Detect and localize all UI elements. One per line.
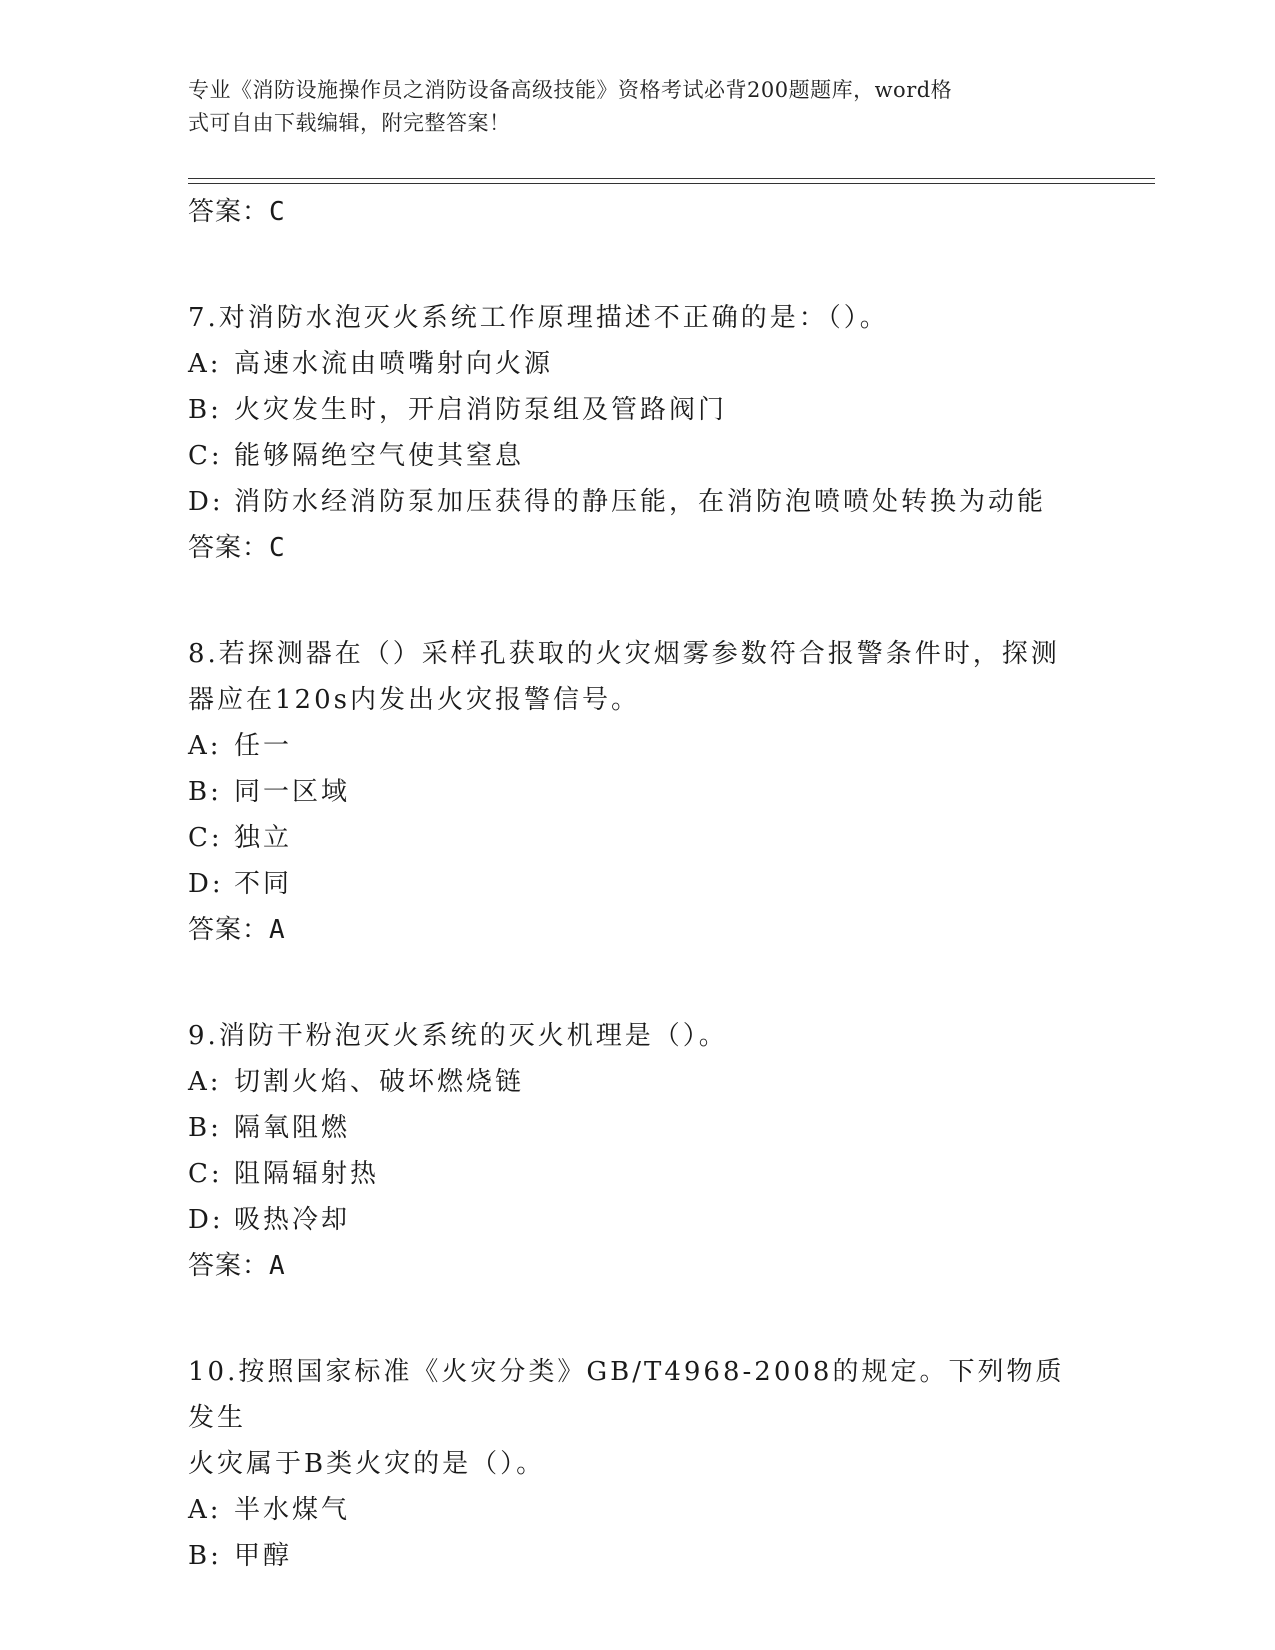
option-d bbox=[188, 861, 1078, 907]
option-text: 隔氧阻燃 bbox=[234, 1113, 351, 1143]
option-a bbox=[188, 1487, 1078, 1533]
option-label: B: bbox=[188, 1113, 222, 1143]
option-d bbox=[188, 479, 1078, 525]
option-b bbox=[188, 1533, 1078, 1579]
option-b bbox=[188, 769, 1078, 815]
option-text: 火灾发生时，开启消防泵组及管路阀门 bbox=[234, 395, 728, 425]
option-text: 不同 bbox=[234, 869, 293, 899]
header-line-1: 专业《消防设施操作员之消防设备高级技能》资格考试必背200题题库，word格 bbox=[188, 78, 953, 102]
answer-line: 答案：A bbox=[188, 915, 286, 945]
option-c bbox=[188, 815, 1078, 861]
option-b bbox=[188, 1105, 1078, 1151]
option-text: 高速水流由喷嘴射向火源 bbox=[234, 349, 554, 379]
question-title-line-1: 8.若探测器在（）采样孔获取的火灾烟雾参数符合报警条件时，探测 bbox=[188, 639, 1060, 669]
option-text: 吸热冷却 bbox=[234, 1205, 351, 1235]
option-text: 半水煤气 bbox=[234, 1495, 351, 1525]
question-title: 9.消防干粉泡灭火系统的灭火机理是（）。 bbox=[188, 1021, 728, 1051]
option-label: D: bbox=[188, 1205, 224, 1235]
option-text: 能够隔绝空气使其窒息 bbox=[234, 441, 525, 471]
question-block-9 bbox=[188, 1013, 1078, 1289]
option-label: C: bbox=[188, 823, 223, 853]
question-title: 7.对消防水泡灭火系统工作原理描述不正确的是：（）。 bbox=[188, 303, 889, 333]
question-block-8 bbox=[188, 631, 1078, 953]
question-block-7 bbox=[188, 295, 1078, 571]
answer-line: 答案：C bbox=[188, 533, 286, 563]
spacer bbox=[188, 1289, 1078, 1349]
question-content bbox=[188, 189, 1078, 1579]
header-rule-thick bbox=[188, 178, 1155, 179]
question-block-10 bbox=[188, 1349, 1078, 1579]
option-a bbox=[188, 341, 1078, 387]
option-text: 独立 bbox=[234, 823, 293, 853]
spacer bbox=[188, 953, 1078, 1013]
option-text: 切割火焰、破坏燃烧链 bbox=[234, 1067, 525, 1097]
option-label: B: bbox=[188, 1541, 222, 1571]
option-text: 阻隔辐射热 bbox=[234, 1159, 380, 1189]
option-text: 任一 bbox=[234, 731, 293, 761]
option-text: 甲醇 bbox=[234, 1541, 293, 1571]
header-line-2: 式可自由下载编辑，附完整答案！ bbox=[188, 111, 511, 135]
option-label: A: bbox=[188, 1067, 222, 1097]
option-label: A: bbox=[188, 1495, 222, 1525]
spacer bbox=[188, 235, 1078, 295]
question-title-line-1: 10.按照国家标准《火灾分类》GB/T4968-2008的规定。下列物质发生 bbox=[188, 1357, 1065, 1433]
spacer bbox=[188, 571, 1078, 631]
option-text: 同一区域 bbox=[234, 777, 351, 807]
option-label: C: bbox=[188, 1159, 223, 1189]
option-label: A: bbox=[188, 731, 222, 761]
option-a bbox=[188, 1059, 1078, 1105]
option-text: 消防水经消防泵加压获得的静压能，在消防泡喷喷处转换为动能 bbox=[234, 487, 1047, 517]
option-label: D: bbox=[188, 869, 224, 899]
page-header bbox=[188, 74, 1068, 140]
option-a bbox=[188, 723, 1078, 769]
previous-answer: 答案：C bbox=[188, 197, 286, 227]
option-d bbox=[188, 1197, 1078, 1243]
question-title-line-2: 器应在120s内发出火灾报警信号。 bbox=[188, 685, 640, 715]
answer-line: 答案：A bbox=[188, 1251, 286, 1281]
option-label: B: bbox=[188, 777, 222, 807]
option-c bbox=[188, 433, 1078, 479]
option-label: A: bbox=[188, 349, 222, 379]
option-label: C: bbox=[188, 441, 223, 471]
option-label: D: bbox=[188, 487, 224, 517]
header-rule-thin bbox=[188, 183, 1155, 184]
option-label: B: bbox=[188, 395, 222, 425]
option-b bbox=[188, 387, 1078, 433]
question-title-line-2: 火灾属于B类火灾的是（）。 bbox=[188, 1449, 546, 1479]
option-c bbox=[188, 1151, 1078, 1197]
